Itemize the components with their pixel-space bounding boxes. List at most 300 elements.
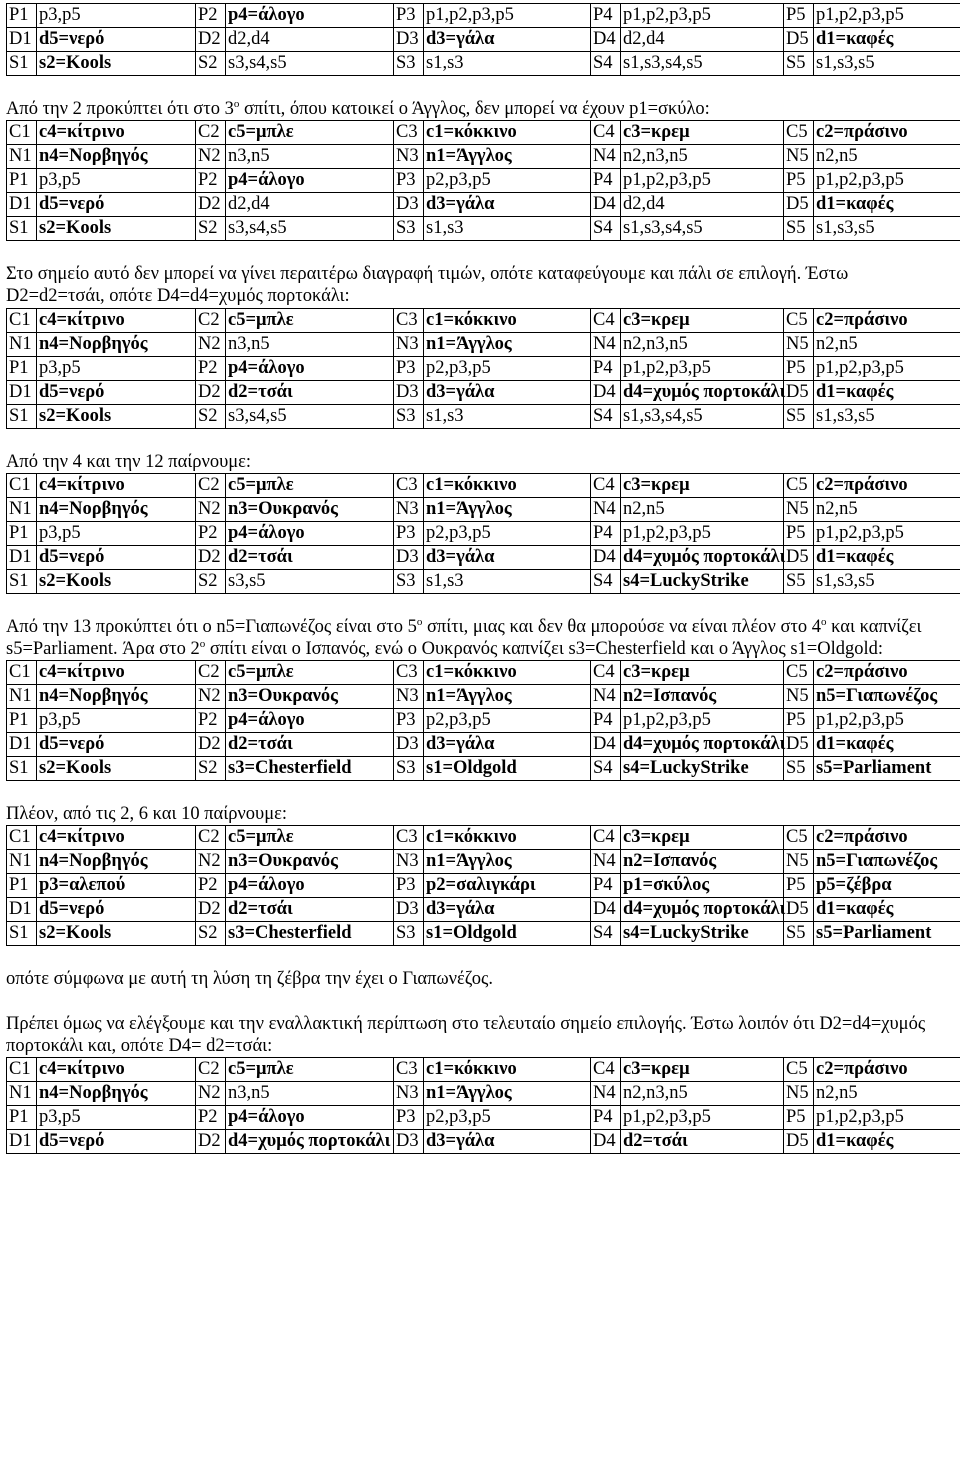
cell-key: N3 (394, 685, 424, 709)
cell-value: s1,s3 (424, 52, 591, 76)
cell-value: p3,p5 (37, 356, 196, 380)
cell-key: N2 (196, 497, 226, 521)
cell-key: C2 (196, 661, 226, 685)
paragraph (6, 1013, 940, 1057)
spacer (6, 781, 940, 803)
cell-value: c1=κόκκινο (424, 1057, 591, 1081)
cell-value: d5=νερό (37, 898, 196, 922)
cell-value: s2=Kools (37, 404, 196, 428)
cell-key: D5 (784, 1129, 814, 1153)
cell-key: C1 (7, 308, 37, 332)
cell-key: C3 (394, 661, 424, 685)
cell-value: s1=Oldgold (424, 757, 591, 781)
cell-key: P4 (591, 874, 621, 898)
cell-value: n3=Ουκρανός (226, 850, 394, 874)
cell-key: D2 (196, 28, 226, 52)
cell-value: c4=κίτρινο (37, 308, 196, 332)
cell-key: D4 (591, 1129, 621, 1153)
table-row (7, 473, 960, 497)
cell-value: c3=κρεμ (621, 473, 784, 497)
cell-value: c1=κόκκινο (424, 473, 591, 497)
cell-value: n4=Νορβηγός (37, 685, 196, 709)
cell-key: S3 (394, 757, 424, 781)
cell-value: n4=Νορβηγός (37, 332, 196, 356)
cell-value: p4=άλογο (226, 709, 394, 733)
cell-value: s2=Kools (37, 217, 196, 241)
cell-value: n2=Ισπανός (621, 685, 784, 709)
cell-value: s1,s3 (424, 569, 591, 593)
cell-key: C3 (394, 308, 424, 332)
cell-key: S3 (394, 217, 424, 241)
superscript: ο (233, 97, 240, 110)
cell-value: n5=Γιαπωνέζος (814, 685, 960, 709)
cell-key: D5 (784, 28, 814, 52)
cell-value: s3,s4,s5 (226, 404, 394, 428)
table-row (7, 1057, 960, 1081)
cell-value: d4=χυμός πορτοκάλι (621, 898, 784, 922)
cell-value: c2=πράσινο (814, 308, 960, 332)
cell-key: N1 (7, 1081, 37, 1105)
cell-key: P1 (7, 169, 37, 193)
cell-value: d4=χυμός πορτοκάλι (621, 545, 784, 569)
cell-value: p2=σαλιγκάρι (424, 874, 591, 898)
cell-value: s1,s3,s4,s5 (621, 217, 784, 241)
cell-value: n3,n5 (226, 145, 394, 169)
cell-key: C5 (784, 121, 814, 145)
table-row (7, 28, 960, 52)
cell-key: D3 (394, 898, 424, 922)
cell-value: c4=κίτρινο (37, 473, 196, 497)
cell-value: p5=ζέβρα (814, 874, 960, 898)
table-row (7, 404, 960, 428)
state-table (6, 308, 960, 429)
cell-key: C5 (784, 308, 814, 332)
state-table (6, 660, 960, 781)
cell-key: C4 (591, 826, 621, 850)
cell-value: c2=πράσινο (814, 661, 960, 685)
cell-key: D2 (196, 193, 226, 217)
cell-key: P5 (784, 874, 814, 898)
cell-value: c3=κρεμ (621, 826, 784, 850)
paragraph-text: σπίτι, όπου κατοικεί ο Άγγλος, δεν μπορεί να έχουν p1=σκύλο: (239, 99, 710, 119)
cell-key: P4 (591, 709, 621, 733)
cell-key: P2 (196, 521, 226, 545)
cell-value: s1,s3 (424, 404, 591, 428)
cell-value: s3,s5 (226, 569, 394, 593)
spacer (6, 991, 940, 1013)
cell-key: S5 (784, 922, 814, 946)
cell-key: C1 (7, 121, 37, 145)
cell-value: d1=καφές (814, 1129, 960, 1153)
cell-value: d3=γάλα (424, 28, 591, 52)
cell-key: D5 (784, 733, 814, 757)
cell-key: N3 (394, 850, 424, 874)
cell-key: N5 (784, 685, 814, 709)
cell-key: C4 (591, 661, 621, 685)
cell-key: P5 (784, 4, 814, 28)
paragraph (6, 263, 940, 307)
cell-key: S5 (784, 52, 814, 76)
cell-key: D3 (394, 733, 424, 757)
cell-value: d3=γάλα (424, 380, 591, 404)
cell-key: D4 (591, 28, 621, 52)
cell-value: p4=άλογο (226, 521, 394, 545)
cell-key: D5 (784, 380, 814, 404)
cell-key: P3 (394, 874, 424, 898)
cell-key: C2 (196, 308, 226, 332)
table-row (7, 380, 960, 404)
cell-key: P3 (394, 709, 424, 733)
paragraph (6, 968, 940, 990)
cell-value: n1=Άγγλος (424, 497, 591, 521)
cell-value: c1=κόκκινο (424, 308, 591, 332)
cell-value: c2=πράσινο (814, 473, 960, 497)
cell-value: p1,p2,p3,p5 (621, 4, 784, 28)
cell-key: P4 (591, 356, 621, 380)
cell-key: S1 (7, 569, 37, 593)
cell-value: s3,s4,s5 (226, 52, 394, 76)
cell-value: p1,p2,p3,p5 (621, 521, 784, 545)
cell-value: p1,p2,p3,p5 (424, 4, 591, 28)
cell-key: C3 (394, 473, 424, 497)
cell-key: S4 (591, 404, 621, 428)
cell-value: s1=Oldgold (424, 922, 591, 946)
cell-value: c5=μπλε (226, 121, 394, 145)
paragraph-text: και καπνίζει s5=Parliament. Άρα στο 2 (6, 616, 922, 659)
cell-key: S2 (196, 404, 226, 428)
cell-key: N5 (784, 332, 814, 356)
spacer (6, 429, 940, 451)
cell-key: C4 (591, 473, 621, 497)
cell-key: S4 (591, 217, 621, 241)
cell-value: c5=μπλε (226, 1057, 394, 1081)
cell-key: D3 (394, 380, 424, 404)
cell-key: S4 (591, 569, 621, 593)
table-row (7, 1105, 960, 1129)
cell-value: d3=γάλα (424, 545, 591, 569)
cell-key: P5 (784, 709, 814, 733)
cell-key: P4 (591, 521, 621, 545)
cell-value: c2=πράσινο (814, 1057, 960, 1081)
cell-value: s3=Chesterfield (226, 922, 394, 946)
cell-key: P2 (196, 169, 226, 193)
cell-value: p4=άλογο (226, 874, 394, 898)
cell-value: c1=κόκκινο (424, 661, 591, 685)
cell-value: n3=Ουκρανός (226, 685, 394, 709)
table-row (7, 850, 960, 874)
cell-key: S2 (196, 52, 226, 76)
cell-value: d2=τσάι (226, 733, 394, 757)
cell-value: p1,p2,p3,p5 (814, 709, 960, 733)
paragraph (6, 616, 940, 660)
cell-value: s4=LuckyStrike (621, 757, 784, 781)
cell-value: p2,p3,p5 (424, 169, 591, 193)
cell-value: d2,d4 (226, 28, 394, 52)
cell-key: P2 (196, 709, 226, 733)
cell-key: P1 (7, 4, 37, 28)
paragraph (6, 98, 940, 120)
cell-key: N1 (7, 145, 37, 169)
cell-key: P5 (784, 521, 814, 545)
cell-value: p2,p3,p5 (424, 709, 591, 733)
cell-value: n2,n5 (814, 145, 960, 169)
cell-value: p1=σκύλος (621, 874, 784, 898)
cell-value: n2,n3,n5 (621, 1081, 784, 1105)
cell-value: d1=καφές (814, 545, 960, 569)
paragraph-text: Από την 13 προκύπτει ότι ο n5=Γιαπωνέζος είναι στο 5 (6, 616, 417, 637)
table-row (7, 217, 960, 241)
cell-value: c5=μπλε (226, 473, 394, 497)
cell-key: S1 (7, 404, 37, 428)
cell-value: s4=LuckyStrike (621, 922, 784, 946)
cell-key: P5 (784, 169, 814, 193)
cell-key: C2 (196, 1057, 226, 1081)
table-row (7, 193, 960, 217)
cell-value: p1,p2,p3,p5 (814, 521, 960, 545)
cell-key: S3 (394, 922, 424, 946)
cell-key: P3 (394, 356, 424, 380)
cell-key: S1 (7, 757, 37, 781)
table-row (7, 874, 960, 898)
cell-value: s1,s3,s5 (814, 404, 960, 428)
cell-key: S5 (784, 404, 814, 428)
cell-value: p1,p2,p3,p5 (814, 1105, 960, 1129)
table-row (7, 733, 960, 757)
cell-key: C3 (394, 121, 424, 145)
cell-value: d4=χυμός πορτοκάλι (226, 1129, 394, 1153)
cell-key: D4 (591, 898, 621, 922)
cell-value: c5=μπλε (226, 826, 394, 850)
cell-value: n1=Άγγλος (424, 1081, 591, 1105)
cell-key: D3 (394, 28, 424, 52)
table-row (7, 685, 960, 709)
cell-value: p1,p2,p3,p5 (621, 356, 784, 380)
cell-value: s2=Kools (37, 757, 196, 781)
cell-value: n2,n5 (814, 332, 960, 356)
cell-key: N2 (196, 332, 226, 356)
cell-value: n2,n3,n5 (621, 332, 784, 356)
cell-value: s1,s3,s5 (814, 217, 960, 241)
cell-key: D1 (7, 1129, 37, 1153)
cell-key: N3 (394, 332, 424, 356)
table-row (7, 52, 960, 76)
cell-key: S1 (7, 922, 37, 946)
cell-key: S5 (784, 757, 814, 781)
cell-value: d3=γάλα (424, 733, 591, 757)
table-row (7, 4, 960, 28)
cell-value: d5=νερό (37, 380, 196, 404)
cell-key: N5 (784, 145, 814, 169)
cell-value: n4=Νορβηγός (37, 850, 196, 874)
cell-value: d2,d4 (621, 28, 784, 52)
cell-value: d3=γάλα (424, 1129, 591, 1153)
cell-value: p3,p5 (37, 4, 196, 28)
cell-value: d2=τσάι (226, 545, 394, 569)
cell-key: D3 (394, 545, 424, 569)
cell-value: d1=καφές (814, 380, 960, 404)
state-table (6, 120, 960, 241)
cell-key: P4 (591, 169, 621, 193)
cell-key: N1 (7, 850, 37, 874)
cell-key: D1 (7, 380, 37, 404)
cell-key: D1 (7, 545, 37, 569)
cell-key: P5 (784, 356, 814, 380)
cell-key: C3 (394, 826, 424, 850)
cell-key: C2 (196, 826, 226, 850)
cell-key: S1 (7, 217, 37, 241)
paragraph-text: Στο σημείο αυτό δεν μπορεί να γίνει περαιτέρω διαγραφή τιμών, οπότε καταφεύγουμε και πάλι σε επιλογή. Έστω D2=d2=τσάι, οπότε D4=d4=χυμός πορτοκάλι: (6, 264, 849, 307)
cell-value: c3=κρεμ (621, 308, 784, 332)
cell-key: N1 (7, 497, 37, 521)
cell-value: c4=κίτρινο (37, 826, 196, 850)
cell-key: C4 (591, 1057, 621, 1081)
cell-value: c2=πράσινο (814, 121, 960, 145)
cell-key: D1 (7, 898, 37, 922)
cell-value: d5=νερό (37, 193, 196, 217)
paragraph (6, 803, 940, 825)
cell-key: P3 (394, 521, 424, 545)
cell-key: N3 (394, 497, 424, 521)
cell-key: C4 (591, 121, 621, 145)
cell-value: s1,s3,s4,s5 (621, 52, 784, 76)
cell-key: N4 (591, 332, 621, 356)
cell-key: N1 (7, 332, 37, 356)
spacer (6, 241, 940, 263)
cell-value: p3,p5 (37, 709, 196, 733)
cell-key: P4 (591, 1105, 621, 1129)
cell-value: d3=γάλα (424, 898, 591, 922)
cell-value: p4=άλογο (226, 169, 394, 193)
cell-value: n3,n5 (226, 332, 394, 356)
table-row (7, 145, 960, 169)
table-row (7, 545, 960, 569)
cell-value: c4=κίτρινο (37, 121, 196, 145)
cell-key: N5 (784, 1081, 814, 1105)
cell-key: D5 (784, 898, 814, 922)
cell-key: D2 (196, 1129, 226, 1153)
cell-key: S2 (196, 922, 226, 946)
cell-key: C5 (784, 661, 814, 685)
cell-value: c3=κρεμ (621, 661, 784, 685)
cell-key: S2 (196, 569, 226, 593)
cell-value: d5=νερό (37, 545, 196, 569)
cell-key: C2 (196, 473, 226, 497)
cell-value: p3=αλεπού (37, 874, 196, 898)
cell-value: s1,s3,s5 (814, 52, 960, 76)
cell-key: S2 (196, 757, 226, 781)
cell-value: d2,d4 (621, 193, 784, 217)
cell-key: D4 (591, 545, 621, 569)
cell-value: n3,n5 (226, 1081, 394, 1105)
superscript: ο (199, 637, 206, 650)
cell-key: D2 (196, 545, 226, 569)
cell-value: c4=κίτρινο (37, 1057, 196, 1081)
cell-value: p2,p3,p5 (424, 521, 591, 545)
cell-key: N2 (196, 1081, 226, 1105)
paragraph (6, 451, 940, 473)
cell-key: D3 (394, 193, 424, 217)
cell-value: s2=Kools (37, 922, 196, 946)
superscript: ο (416, 615, 423, 628)
cell-value: d1=καφές (814, 733, 960, 757)
cell-value: p1,p2,p3,p5 (621, 1105, 784, 1129)
table-row (7, 1129, 960, 1153)
cell-key: P3 (394, 169, 424, 193)
cell-key: D5 (784, 545, 814, 569)
cell-value: n5=Γιαπωνέζος (814, 850, 960, 874)
state-table (6, 473, 960, 594)
cell-key: D1 (7, 28, 37, 52)
table-row (7, 497, 960, 521)
spacer (6, 946, 940, 968)
cell-key: S4 (591, 757, 621, 781)
cell-value: d5=νερό (37, 28, 196, 52)
paragraph-text: Από την 4 και την 12 παίρνουμε: (6, 451, 252, 472)
cell-key: C1 (7, 826, 37, 850)
table-row (7, 757, 960, 781)
cell-key: D2 (196, 733, 226, 757)
cell-value: s1,s3,s5 (814, 569, 960, 593)
spacer (6, 594, 940, 616)
cell-key: C2 (196, 121, 226, 145)
cell-value: p4=άλογο (226, 4, 394, 28)
paragraph-text: Από την 2 προκύπτει ότι στο 3 (6, 99, 234, 119)
cell-key: P1 (7, 1105, 37, 1129)
cell-key: S1 (7, 52, 37, 76)
cell-value: c1=κόκκινο (424, 121, 591, 145)
cell-value: n2,n5 (621, 497, 784, 521)
cell-key: N1 (7, 685, 37, 709)
cell-key: N5 (784, 850, 814, 874)
cell-key: C5 (784, 826, 814, 850)
cell-key: N2 (196, 850, 226, 874)
cell-key: N4 (591, 685, 621, 709)
cell-value: s2=Kools (37, 52, 196, 76)
cell-key: P2 (196, 4, 226, 28)
cell-value: n2=Ισπανός (621, 850, 784, 874)
cell-value: p4=άλογο (226, 1105, 394, 1129)
cell-key: N5 (784, 497, 814, 521)
cell-value: c1=κόκκινο (424, 826, 591, 850)
table-row (7, 308, 960, 332)
cell-value: p1,p2,p3,p5 (621, 709, 784, 733)
cell-key: D4 (591, 380, 621, 404)
superscript: ο (821, 615, 827, 628)
cell-key: S4 (591, 52, 621, 76)
table-row (7, 709, 960, 733)
cell-value: s3,s4,s5 (226, 217, 394, 241)
cell-key: N4 (591, 1081, 621, 1105)
cell-value: c5=μπλε (226, 308, 394, 332)
cell-key: P2 (196, 874, 226, 898)
cell-value: s5=Parliament (814, 922, 960, 946)
cell-value: n3=Ουκρανός (226, 497, 394, 521)
cell-key: C5 (784, 473, 814, 497)
cell-key: S4 (591, 922, 621, 946)
table-row (7, 661, 960, 685)
cell-value: c2=πράσινο (814, 826, 960, 850)
paragraph-text: Πρέπει όμως να ελέγξουμε και την εναλλακτική περίπτωση στο τελευταίο σημείο επιλογής. Έστω λοιπόν ότι D2=d4=χυμός πορτοκάλι και, οπότε D4= d2=τσάι: (6, 1013, 926, 1056)
cell-value: s1,s3,s4,s5 (621, 404, 784, 428)
paragraph-text: Πλέον, από τις 2, 6 και 10 παίρνουμε: (6, 804, 288, 825)
cell-key: N2 (196, 145, 226, 169)
cell-value: s4=LuckyStrike (621, 569, 784, 593)
paragraph-text: σπίτι, μιας και δεν θα μπορούσε να είναι πλέον στο 4 (422, 616, 822, 637)
cell-key: C5 (784, 1057, 814, 1081)
table-row (7, 1081, 960, 1105)
cell-value: c3=κρεμ (621, 1057, 784, 1081)
cell-key: S3 (394, 569, 424, 593)
